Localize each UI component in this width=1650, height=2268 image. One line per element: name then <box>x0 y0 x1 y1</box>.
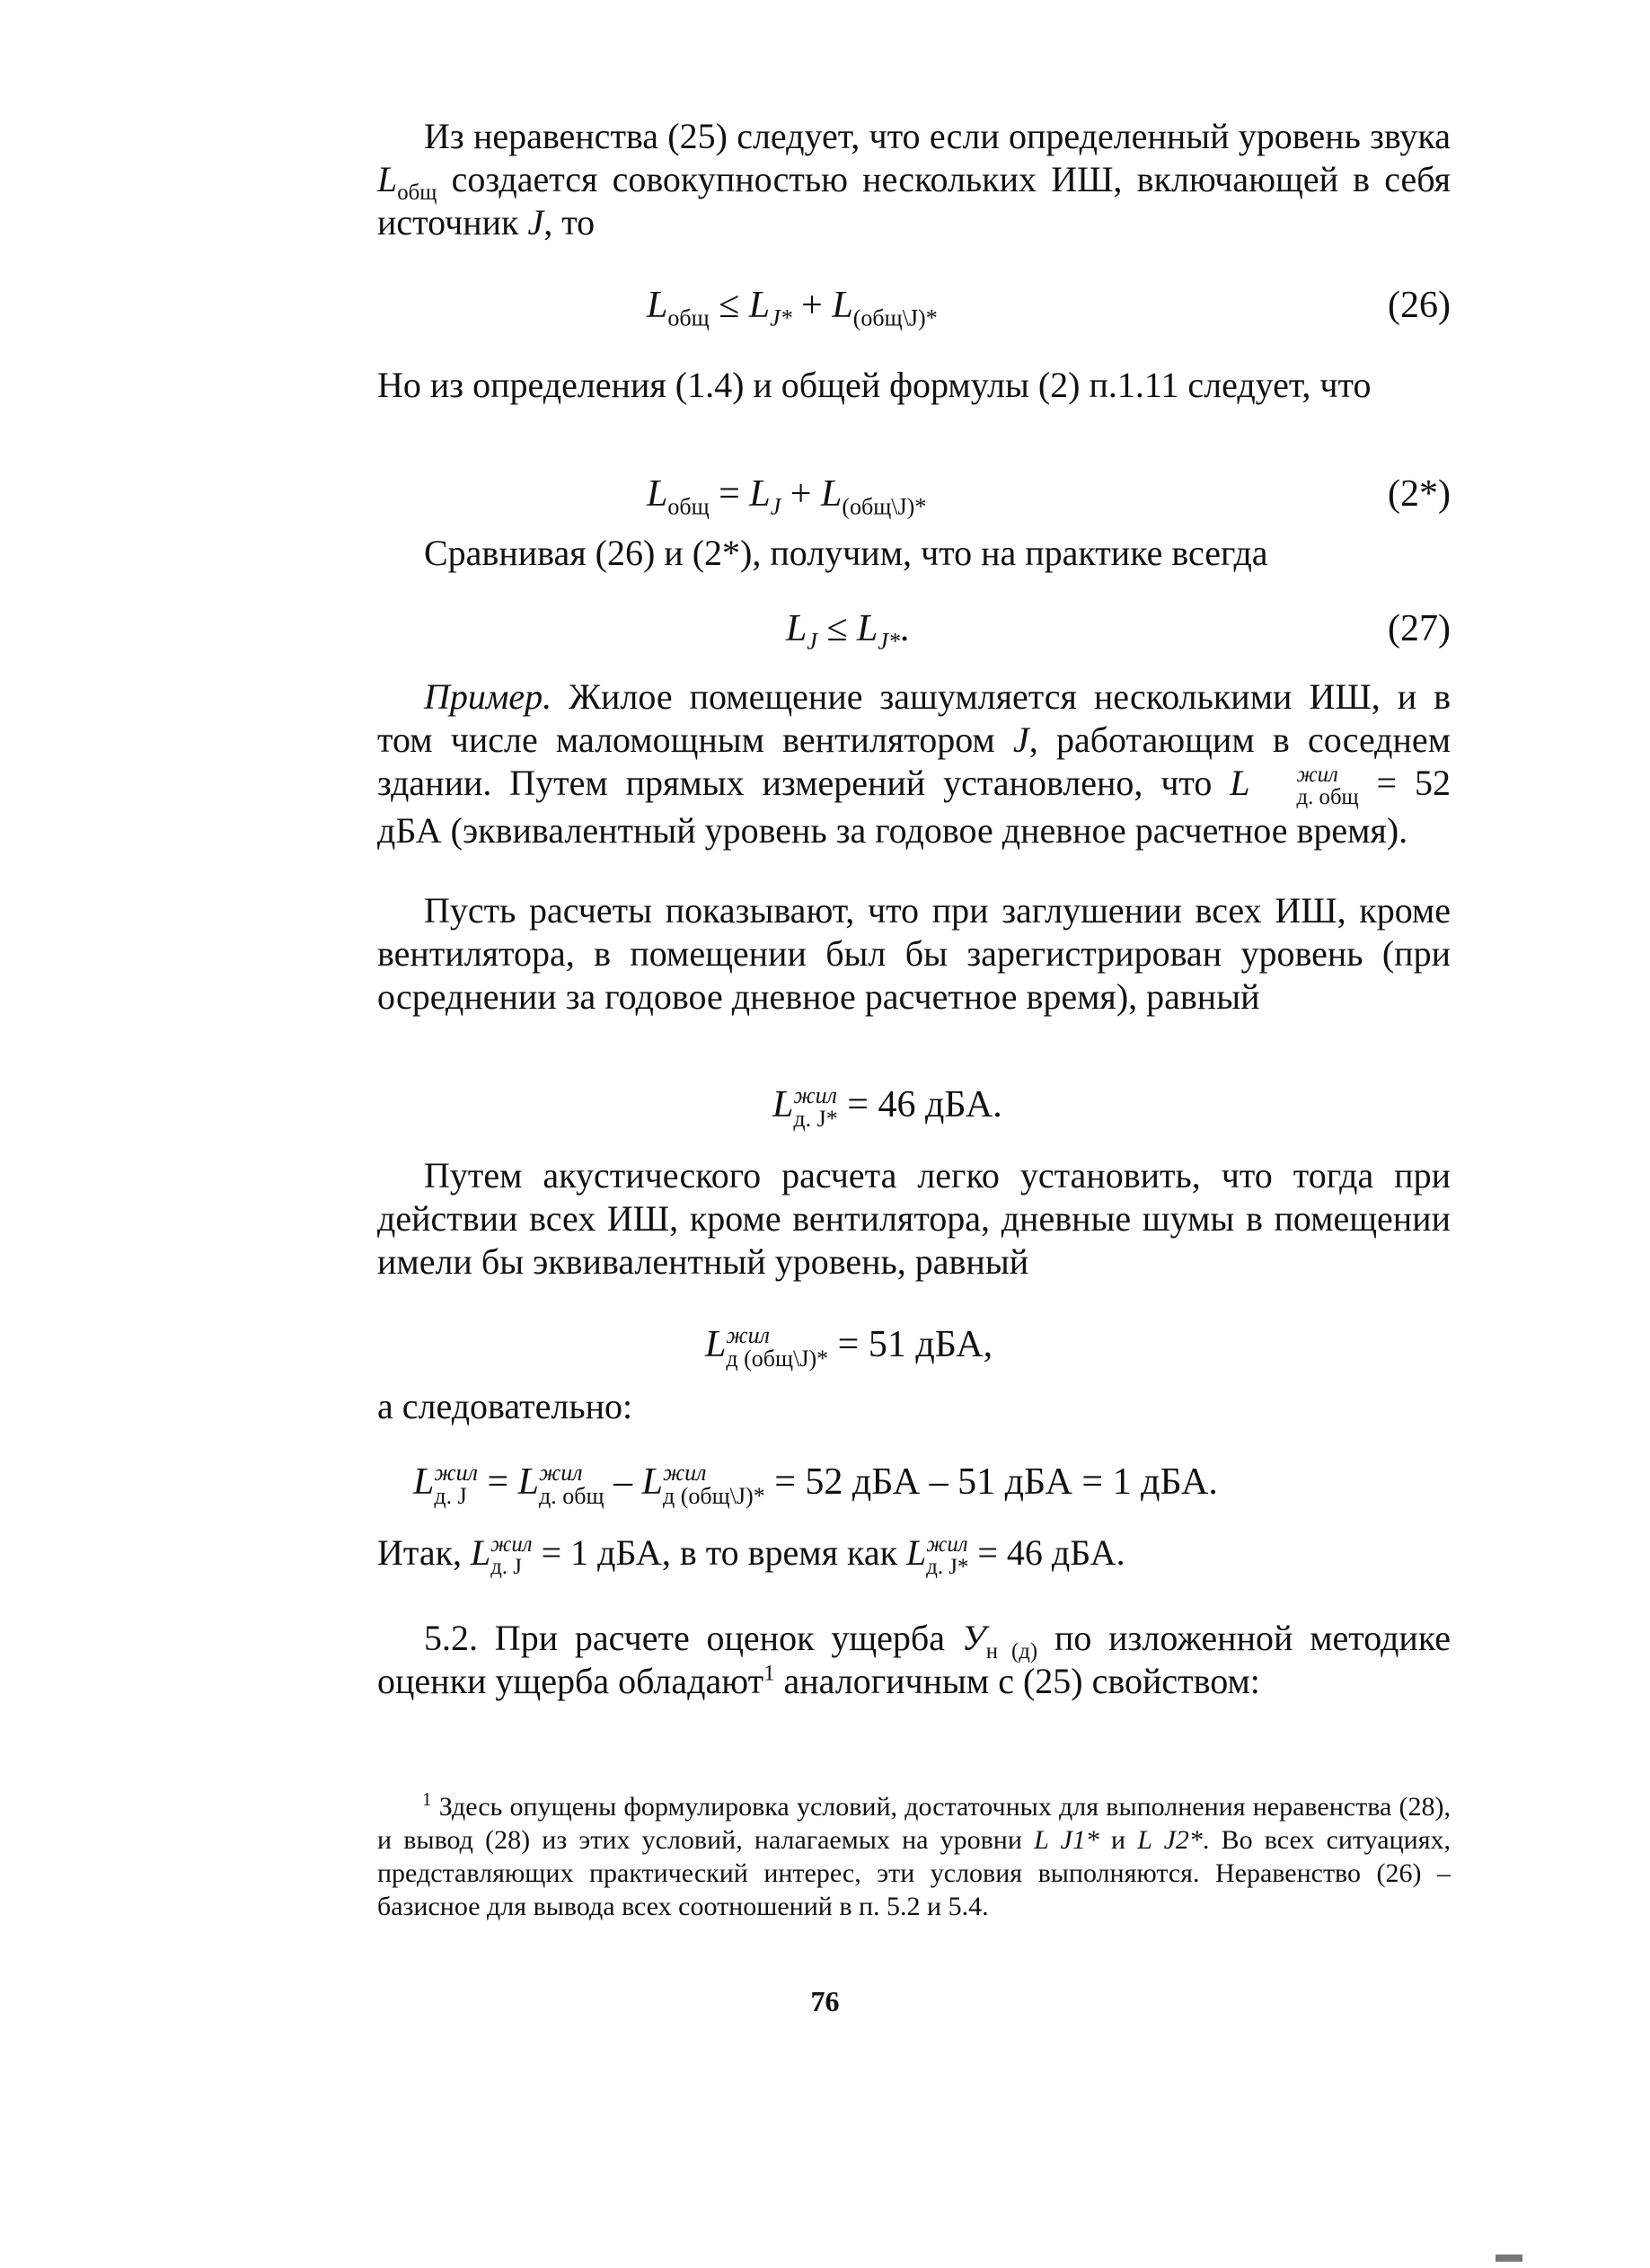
symbol-J: J <box>527 202 544 243</box>
paragraph-section-5-2: 5.2. При расчете оценок ущерба $У_{н (д)}$ по изложенной методике оценки ущерба обладают$^1$ аналогичным с (25) свойством: <box>377 1618 1451 1701</box>
formula: $L_J \le L_{J*}$. <box>786 608 910 655</box>
equation-number: (26) <box>1388 285 1451 326</box>
formula: $L_{общ} \le L_{J*} + L_{(общ\backslash J)*}$ <box>647 285 938 331</box>
text: Из неравенства (25) следует, что если определенный уровень звука <box>424 116 1451 156</box>
formula: L жил д. J = L жил д. общ – L жил д (общ\J)* = 52 дБА – 51 дБА = 1 дБА. <box>413 1460 1218 1510</box>
equation-26 <box>377 274 1451 337</box>
formula: L жил д. J* = 46 дБА. <box>772 1082 1002 1133</box>
equation-46dba <box>377 1073 1451 1136</box>
paragraph-acoustic: Путем акустического расчета легко установить, что тогда при действии всех ИШ, кроме вентилятора, дневные шумы в помещении имели бы эквивалентный уровень, равный <box>377 1155 1451 1282</box>
text: , то <box>543 202 596 243</box>
equation-27 <box>377 597 1451 660</box>
formula: $L_{общ} = L_J + L_{(общ\backslash J)*}$ <box>647 473 927 520</box>
example-label: Пример. <box>424 676 552 717</box>
equation-51dba <box>377 1313 1451 1376</box>
paragraph-definition: Но из определения (1.4) и общей формулы (2) п.1.11 следует, что <box>377 365 1372 405</box>
text: создается совокупностью нескольких ИШ, включающей в себя источник <box>377 159 1451 243</box>
subscript: общ <box>397 181 437 205</box>
paragraph-so: Итак, L жил д. J = 1 дБА, в то время как L жил д. J* = 46 дБА. <box>377 1532 1125 1579</box>
symbol-L: L <box>377 159 398 199</box>
page-number: 76 <box>810 1985 840 2017</box>
paragraph-calculation: Пусть расчеты показывают, что при заглушении всех ИШ, кроме вентилятора, в помещении был бы зарегистрирован уровень (при осреднении за годовое дневное расчетное время), равный <box>377 890 1451 1017</box>
paragraph-consequently: а следовательно: <box>377 1386 633 1426</box>
equation-number: (27) <box>1388 608 1451 649</box>
formula: L жил д (общ\J)* = 51 дБА, <box>705 1322 993 1372</box>
paragraph-example: Пример. Жилое помещение зашумляется несколькими ИШ, и в том числе маломощным вентилятором J, работающим в соседнем здании. Путем прямых измерений установлено, что L жил д. общ = 52 дБА (эквивалентный уровень за годовое дневное расчетное время). <box>377 676 1451 851</box>
equation-number: (2*) <box>1388 473 1451 515</box>
footnote-marker: 1 <box>422 1788 432 1810</box>
equation-difference <box>377 1451 1451 1513</box>
paragraph-comparison: Сравнивая (26) и (2*), получим, что на практике всегда <box>424 533 1268 573</box>
equation-2star <box>377 463 1451 525</box>
paragraph-intro <box>377 115 1451 244</box>
scan-artifact <box>1496 2255 1522 2262</box>
footnote: $^1$ Здесь опущены формулировка условий, достаточных для выполнения неравенства (28), и вывод (28) из этих условий, налагаемых на уровни L J1* и L J2*. Во всех ситуациях, представляющих практический интерес, эти условия выполняются. Неравенство (26) – базисное для вывода всех соотношений в п. 5.2 и 5.4. <box>377 1788 1451 1921</box>
